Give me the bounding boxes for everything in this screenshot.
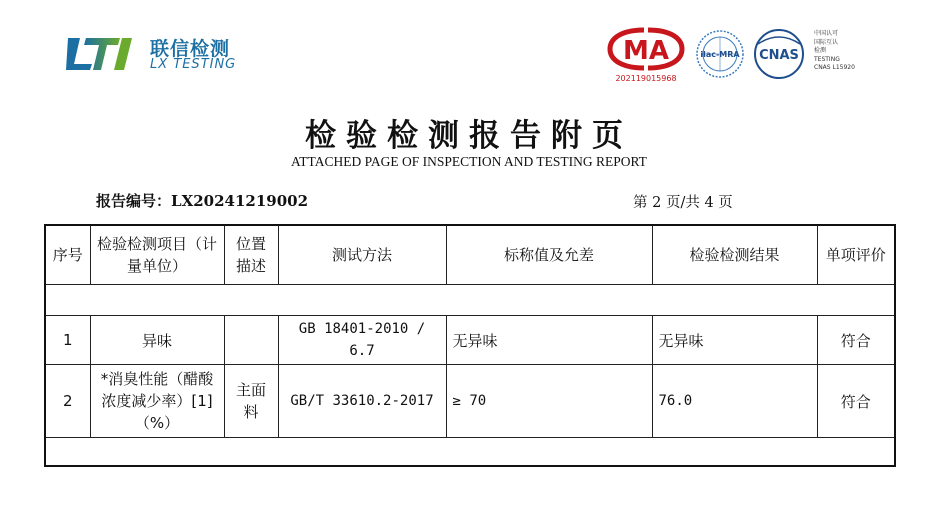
document-title-chinese: 检验检测报告附页 xyxy=(305,118,633,154)
blank-cell xyxy=(45,285,895,316)
cnas-line: TESTING xyxy=(814,55,840,63)
table-blank-row xyxy=(45,438,895,467)
cnas-line: 国际互认 xyxy=(814,38,839,46)
cell-item: 异味 xyxy=(90,316,224,365)
cnas-line: 检测 xyxy=(814,47,827,54)
header-position: 位置描述 xyxy=(224,225,278,285)
cnas-line: CNAS L15920 xyxy=(814,64,855,71)
header-result: 检验检测结果 xyxy=(652,225,817,285)
cell-position: 主面料 xyxy=(224,365,278,438)
document-title-english: ATTACHED PAGE OF INSPECTION AND TESTING REPORT xyxy=(291,154,647,169)
lti-logo-icon xyxy=(62,34,142,72)
logo-chinese-name: 联信检测 xyxy=(150,38,231,60)
report-number-value: LX20241219002 xyxy=(171,192,309,210)
cma-icon xyxy=(604,26,688,72)
cnas-text: CNAS xyxy=(759,48,799,63)
cell-result: 76.0 xyxy=(652,365,817,438)
ma-number: 202119015968 xyxy=(615,74,677,83)
cell-nominal: 无异味 xyxy=(446,316,652,365)
cnas-line: 中国认可 xyxy=(814,30,839,37)
header-evaluation: 单项评价 xyxy=(817,225,895,285)
results-table xyxy=(44,224,896,467)
page-info: 第 2 页/共 4 页 xyxy=(633,195,733,211)
ma-text: MA xyxy=(623,36,669,66)
cell-no: 1 xyxy=(45,316,90,365)
header-nominal: 标称值及允差 xyxy=(446,225,652,285)
ilac-mra-icon xyxy=(694,28,746,80)
cell-method: GB 18401-2010 / 6.7 xyxy=(278,316,446,365)
table-header-row xyxy=(45,225,895,285)
ilac-text: ilac-MRA xyxy=(700,50,740,59)
cell-method: GB/T 33610.2-2017 xyxy=(278,365,446,438)
report-number xyxy=(96,190,308,211)
cell-result: 无异味 xyxy=(652,316,817,365)
cnas-icon xyxy=(750,28,808,80)
logo-english-name: LX TESTING xyxy=(150,57,237,72)
blank-cell xyxy=(45,438,895,467)
cell-evaluation: 符合 xyxy=(817,316,895,365)
cnas-accreditation-text xyxy=(814,30,874,73)
cell-no: 2 xyxy=(45,365,90,438)
cell-nominal: ≥ 70 xyxy=(446,365,652,438)
header-item: 检验检测项目（计量单位） xyxy=(90,225,224,285)
certification-marks xyxy=(604,26,864,86)
table-row xyxy=(45,365,895,438)
cell-position xyxy=(224,316,278,365)
header-method: 测试方法 xyxy=(278,225,446,285)
header-no: 序号 xyxy=(45,225,90,285)
cell-evaluation: 符合 xyxy=(817,365,895,438)
company-logo xyxy=(62,32,252,76)
table-blank-row xyxy=(45,285,895,316)
cell-item: *消臭性能（醋酸浓度减少率）[1]（%） xyxy=(90,365,224,438)
table-row xyxy=(45,316,895,365)
report-number-label: 报告编号： xyxy=(96,192,172,210)
